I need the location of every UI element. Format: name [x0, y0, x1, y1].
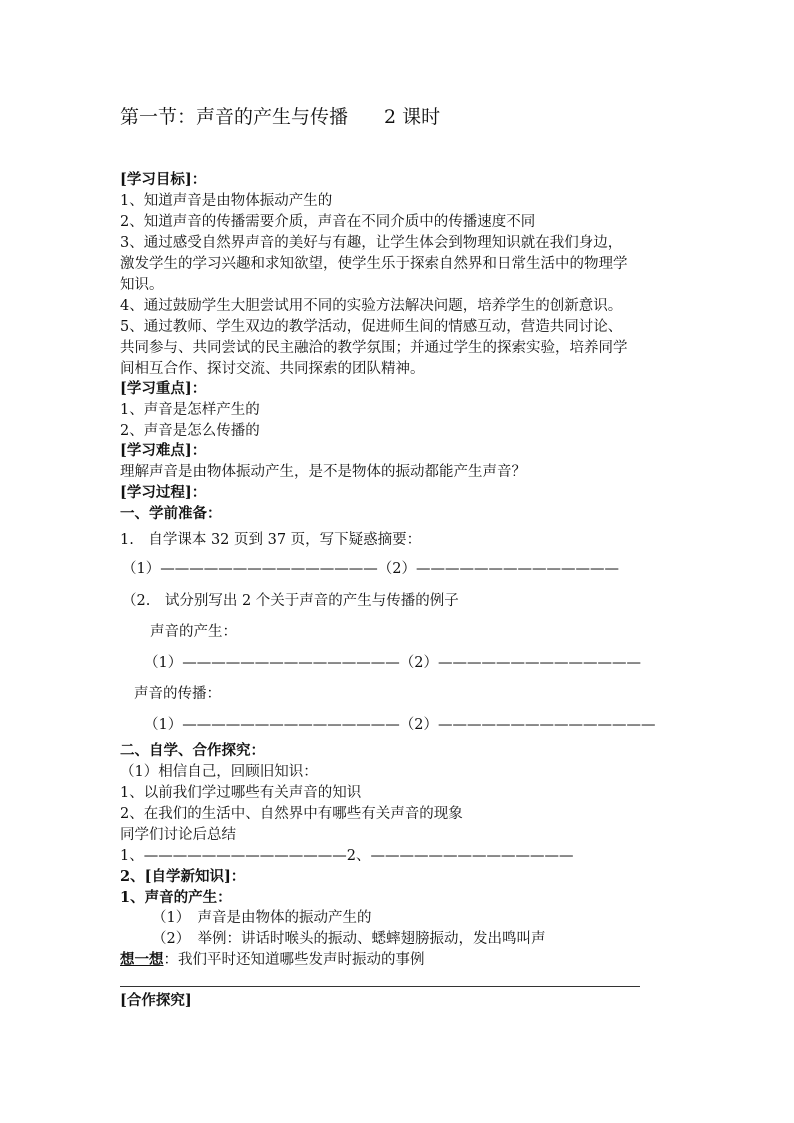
objective-line: 间相互合作、探讨交流、共同探索的团队精神。 — [120, 361, 425, 377]
recall-line: （1）相信自己，回顾旧知识： — [120, 764, 318, 780]
production-label: 声音的产生： — [150, 624, 237, 640]
title-text: 第一节：声音的产生与传播 — [120, 106, 349, 128]
process-heading: [学习过程]： — [120, 484, 207, 501]
objective-line: 4、通过鼓励学生大胆尝试用不同的实验方法解决问题，培养学生的创新意识。 — [120, 298, 623, 314]
objective-line: 激发学生的学习兴趣和求知欲望，使学生乐于探索自然界和日常生活中的物理学 — [120, 256, 628, 272]
discuss-line: 同学们讨论后总结 — [120, 827, 236, 843]
point-line: （2） 举例：讲话时喉头的振动、蟋蟀翅膀振动，发出鸣叫声 — [152, 931, 546, 947]
propagation-label: 声音的传播： — [134, 686, 221, 702]
objective-line: 知识。 — [120, 277, 164, 293]
cooperative-heading: [合作探究] — [120, 992, 192, 1009]
new-knowledge-heading: 2、[自学新知识]： — [120, 868, 246, 885]
question-line: 2、在我们的生活中、自然界中有哪些有关声音的现象 — [120, 806, 463, 822]
prep-task1: 1. 自学课本 32 页到 37 页，写下疑惑摘要： — [120, 532, 422, 548]
objectives-heading: [学习目标]： — [120, 171, 207, 188]
think-text: ：我们平时还知道哪些发声时振动的事例 — [163, 952, 425, 968]
difficulty-text: 理解声音是由物体振动产生，是不是物体的振动都能产生声音？ — [120, 464, 526, 480]
task1-answer-blanks[interactable]: （1）———————————————（2）—————————————— — [122, 561, 619, 577]
objective-line: 5、通过教师、学生双边的教学活动，促进师生间的情感互动，营造共同讨论、 — [120, 319, 623, 335]
title-hours: 2 课时 — [384, 106, 441, 128]
key-points-heading: [学习重点]： — [120, 380, 207, 397]
objective-line: 1、知道声音是由物体振动产生的 — [120, 193, 333, 209]
difficulty-heading: [学习难点]： — [120, 442, 207, 459]
self-study-heading: 二、自学、合作探究： — [120, 742, 265, 759]
objective-line: 共同参与、共同尝试的民主融洽的教学氛围；并通过学生的探索实验，培养同学 — [120, 340, 628, 356]
objective-line: 2、知道声音的传播需要介质，声音在不同介质中的传播速度不同 — [120, 214, 536, 230]
sound-production-heading: 1、声音的产生： — [120, 889, 232, 906]
summary-answer-blanks[interactable]: 1、——————————————2、—————————————— — [120, 848, 574, 864]
think-line — [120, 950, 425, 970]
answer-line[interactable] — [120, 986, 640, 987]
prep-heading: 一、学前准备： — [120, 505, 222, 522]
production-answer-blanks[interactable]: （1）———————————————（2）—————————————— — [144, 655, 641, 671]
point-line: （1） 声音是由物体的振动产生的 — [152, 910, 372, 926]
question-line: 1、以前我们学过哪些有关声音的知识 — [120, 785, 362, 801]
objective-line: 3、通过感受自然界声音的美好与有趣，让学生体会到物理知识就在我们身边， — [120, 235, 623, 251]
key-point-line: 2、声音是怎么传播的 — [120, 423, 260, 439]
prep-task2: （2. 试分别写出 2 个关于声音的产生与传播的例子 — [122, 593, 459, 609]
think-label: 想一想 — [120, 951, 164, 968]
propagation-answer-blanks[interactable]: （1）———————————————（2）——————————————— — [144, 717, 656, 733]
page-title — [120, 104, 440, 130]
key-point-line: 1、声音是怎样产生的 — [120, 402, 260, 418]
